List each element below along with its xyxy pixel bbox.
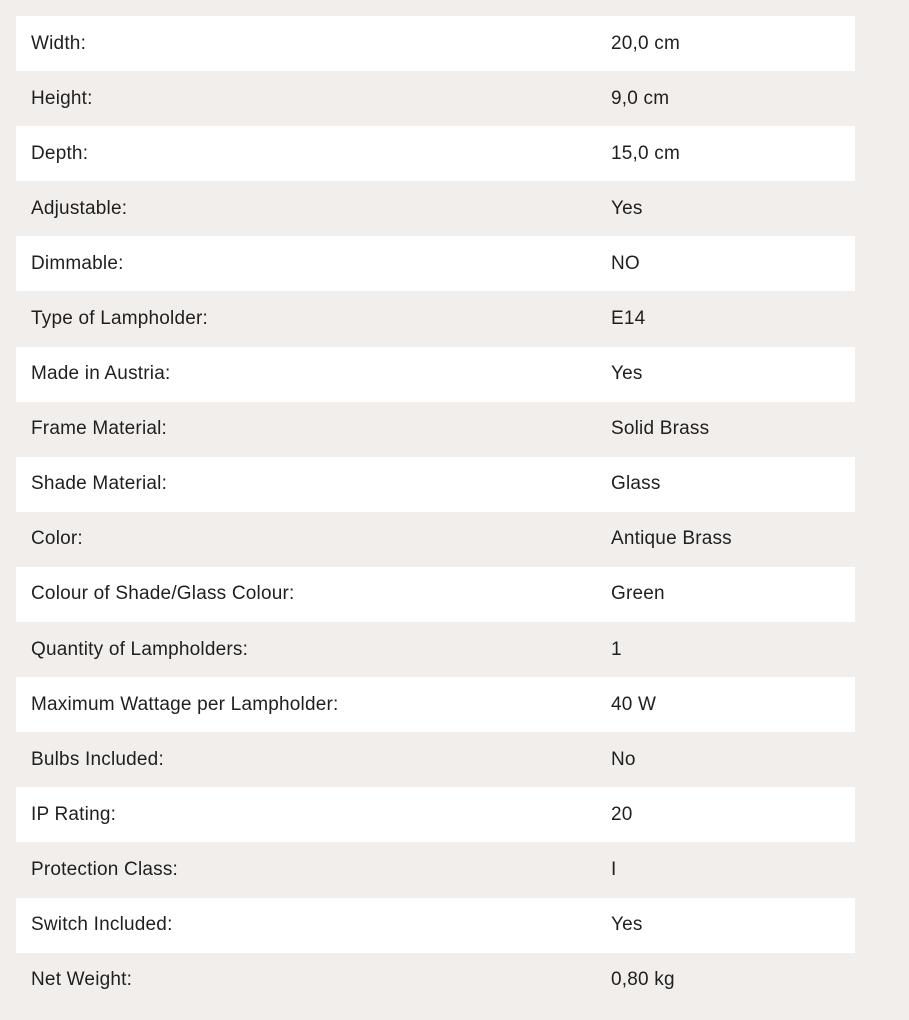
spec-value: 1 bbox=[611, 638, 622, 660]
spec-label: Depth: bbox=[31, 142, 89, 164]
spec-row-max-wattage bbox=[16, 677, 855, 732]
specifications-table bbox=[16, 16, 855, 1008]
spec-label: Frame Material: bbox=[31, 418, 168, 440]
spec-label: Colour of Shade/Glass Colour: bbox=[31, 583, 295, 605]
spec-value: I bbox=[611, 858, 617, 880]
spec-value: 15,0 cm bbox=[611, 142, 680, 164]
spec-row-width bbox=[16, 16, 855, 71]
spec-value: Solid Brass bbox=[611, 418, 710, 440]
spec-row-depth bbox=[16, 126, 855, 181]
spec-row-lampholder-quantity bbox=[16, 622, 855, 677]
spec-label: IP Rating: bbox=[31, 803, 117, 825]
spec-row-dimmable bbox=[16, 236, 855, 291]
spec-value: NO bbox=[611, 252, 640, 274]
spec-value: Yes bbox=[611, 363, 643, 385]
spec-value: 20 bbox=[611, 803, 633, 825]
spec-value: Glass bbox=[611, 473, 661, 495]
spec-label: Dimmable: bbox=[31, 252, 124, 274]
spec-row-height bbox=[16, 71, 855, 126]
spec-value: Yes bbox=[611, 914, 643, 936]
spec-label: Net Weight: bbox=[31, 969, 133, 991]
spec-label: Quantity of Lampholders: bbox=[31, 638, 249, 660]
spec-label: Shade Material: bbox=[31, 473, 168, 495]
spec-value: 20,0 cm bbox=[611, 32, 680, 54]
spec-value: Antique Brass bbox=[611, 528, 732, 550]
spec-value: 9,0 cm bbox=[611, 87, 670, 109]
spec-label: Color: bbox=[31, 528, 83, 550]
spec-value: Yes bbox=[611, 197, 643, 219]
spec-row-ip-rating bbox=[16, 787, 855, 842]
spec-label: Type of Lampholder: bbox=[31, 308, 209, 330]
spec-label: Protection Class: bbox=[31, 858, 179, 880]
spec-value: E14 bbox=[611, 308, 646, 330]
spec-label: Adjustable: bbox=[31, 197, 128, 219]
spec-value: 0,80 kg bbox=[611, 969, 675, 991]
spec-value: No bbox=[611, 748, 636, 770]
spec-label: Height: bbox=[31, 87, 93, 109]
spec-label: Width: bbox=[31, 32, 87, 54]
spec-row-lampholder-type bbox=[16, 291, 855, 346]
spec-value: 40 W bbox=[611, 693, 657, 715]
spec-row-shade-colour bbox=[16, 567, 855, 622]
spec-row-frame-material bbox=[16, 402, 855, 457]
spec-row-switch-included bbox=[16, 898, 855, 953]
spec-row-net-weight bbox=[16, 953, 855, 1008]
spec-label: Made in Austria: bbox=[31, 363, 171, 385]
spec-label: Switch Included: bbox=[31, 914, 173, 936]
spec-row-adjustable bbox=[16, 181, 855, 236]
spec-value: Green bbox=[611, 583, 665, 605]
spec-label: Bulbs Included: bbox=[31, 748, 164, 770]
spec-row-shade-material bbox=[16, 457, 855, 512]
spec-label: Maximum Wattage per Lampholder: bbox=[31, 693, 339, 715]
spec-row-bulbs-included bbox=[16, 732, 855, 787]
spec-row-color bbox=[16, 512, 855, 567]
spec-row-protection-class bbox=[16, 842, 855, 897]
spec-row-made-in-austria bbox=[16, 347, 855, 402]
